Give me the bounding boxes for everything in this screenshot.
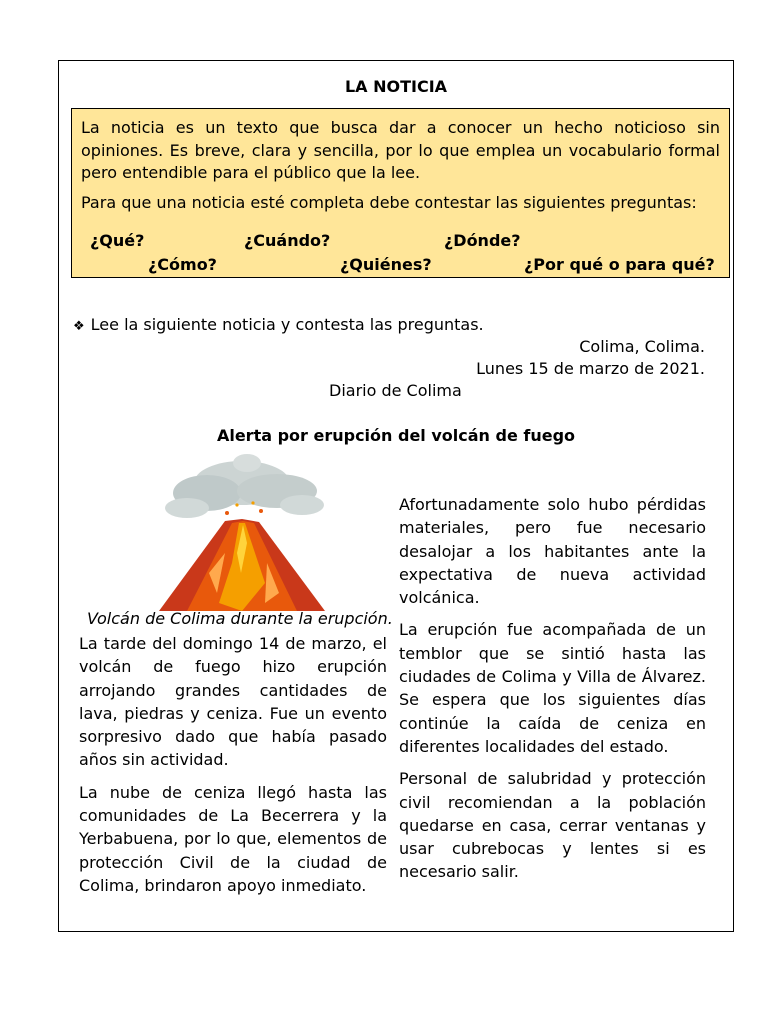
question-quienes: ¿Quiénes? (340, 255, 432, 274)
definition-paragraph-2: Para que una noticia esté completa debe contestar las siguientes preguntas: (81, 192, 697, 212)
news-paragraph: Personal de salubridad y protección civil recomiendan a la población quedarse en casa, cerrar ventanas y usar cubrebocas y lentes si es necesario salir. (399, 769, 706, 882)
instruction-text: Lee la siguiente noticia y contesta las preguntas. (90, 315, 484, 334)
question-que: ¿Qué? (90, 231, 145, 250)
question-como: ¿Cómo? (148, 255, 217, 274)
page-title: LA NOTICIA (344, 77, 448, 96)
definition-paragraph-1: La noticia es un texto que busca dar a conocer un hecho noticioso sin opiniones. Es breve, clara y sencilla, por lo que emplea un vocabulario formal pero entendible para el público que la lee. (81, 118, 720, 182)
news-source: Diario de Colima (329, 381, 462, 400)
ash-cloud-icon (165, 454, 324, 518)
news-date: Lunes 15 de marzo de 2021. (476, 359, 705, 378)
question-donde: ¿Dónde? (444, 231, 521, 250)
image-caption: Volcán de Colima durante la erupción. (87, 609, 393, 628)
news-headline: Alerta por erupción del volcán de fuego (216, 426, 576, 445)
diamond-bullet-icon: ❖ (73, 319, 85, 334)
news-paragraph: Afortunadamente solo hubo pérdidas materiales, pero fue necesario desalojar a los habitantes ante la expectativa de nueva actividad volcánica. (399, 495, 706, 608)
question-por-que: ¿Por qué o para qué? (524, 255, 715, 274)
worksheet-frame (58, 60, 734, 932)
instruction (73, 315, 484, 334)
news-column-right (399, 493, 706, 893)
question-cuando: ¿Cuándo? (244, 231, 331, 250)
news-place: Colima, Colima. (579, 337, 705, 356)
news-paragraph: La tarde del domingo 14 de marzo, el volcán de fuego hizo erupción arrojando grandes cantidades de lava, piedras y ceniza. Fue un evento sorpresivo dado que había pasado años sin actividad. (79, 634, 387, 770)
news-paragraph: La erupción fue acompañada de un temblor que se sintió hasta las ciudades de Colima y Villa de Álvarez. Se espera que los siguientes días continúe la caída de ceniza en diferentes localidades del estado. (399, 620, 706, 756)
news-column-left (79, 632, 387, 906)
volcano-image (147, 453, 333, 613)
definition-box (71, 108, 730, 278)
news-paragraph: La nube de ceniza llegó hasta las comunidades de La Becerrera y la Yerbabuena, por lo que, elementos de protección Civil de la ciudad de Colima, brindaron apoyo inmediato. (79, 782, 387, 895)
